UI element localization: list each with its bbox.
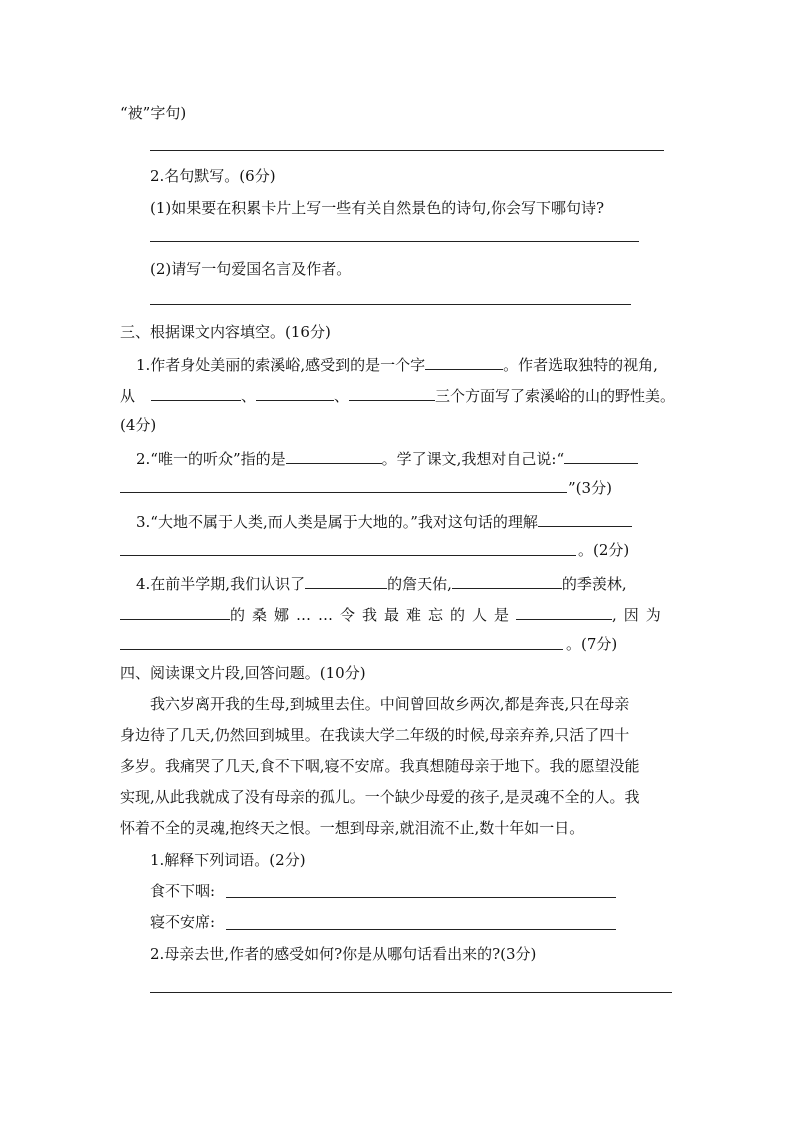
answer-line[interactable] [150,992,672,993]
section-heading: 四、阅读课文片段,回答问题。(10分) [120,664,366,682]
fill-blank-question: 2.“唯一的听众”指的是 。学了课文,我想对自己说:“ [136,447,638,469]
passage-line: 我六岁离开我的生母,到城里去住。中间曾回故乡两次,都是奔丧,只在母亲 [150,695,630,713]
fill-blank-question: 3.“大地不属于人类,而人类是属于大地的。”我对这句话的理解 [136,510,632,532]
fill-blank-question: 从 、 、 三个方面写了索溪峪的山的野性美。 [120,384,675,406]
blank[interactable] [538,510,632,527]
question-text: (2)请写一句爱国名言及作者。 [150,260,352,278]
answer-line[interactable] [150,241,639,242]
blank[interactable] [425,353,503,370]
fill-blank-question: 1.作者身处美丽的索溪峪,感受到的是一个字 。作者选取独特的视角, [136,353,658,375]
section-heading: 三、根据课文内容填空。(16分) [120,323,331,341]
answer-line[interactable] [120,649,563,650]
passage-line: 多岁。我痛哭了几天,食不下咽,寝不安席。我真想随母亲于地下。我的愿望没能 [120,757,640,775]
question-title: 2.名句默写。(6分) [150,167,276,185]
fill-blank-question: 的桑娜……令我最难忘的人是 ,因为 [120,603,668,625]
blank[interactable] [120,603,230,620]
blank[interactable] [256,384,334,401]
passage-line: 怀着不全的灵魂,抱终天之恨。一想到母亲,就泪流不止,数十年如一日。 [120,819,585,837]
answer-line[interactable] [120,555,576,556]
question-title: 2.母亲去世,作者的感受如何?你是从哪句话看出来的?(3分) [150,945,537,963]
answer-line[interactable] [226,897,616,898]
fill-blank-question: 4.在前半学期,我们认识了 的詹天佑, 的季羡林, [136,572,627,594]
term-label: 寝不安席: [150,913,216,931]
blank[interactable] [151,384,241,401]
answer-line[interactable] [226,929,616,930]
blank[interactable] [305,572,387,589]
continued-question-fragment: “被”字句) [120,104,187,122]
score-note: 。(7分) [566,635,618,653]
score-note: (4分) [120,416,157,434]
blank[interactable] [452,572,562,589]
term-label: 食不下咽: [150,882,216,900]
passage-line: 实现,从此我就成了没有母亲的孤儿。一个缺少母爱的孩子,是灵魂不全的人。我 [120,788,640,806]
answer-line[interactable] [150,150,664,151]
blank[interactable] [286,447,382,464]
question-title: 1.解释下列词语。(2分) [150,851,306,869]
question-text: (1)如果要在积累卡片上写一些有关自然景色的诗句,你会写下哪句诗? [150,199,605,217]
answer-line[interactable] [150,304,631,305]
score-note: ”(3分) [568,479,612,497]
blank[interactable] [564,447,638,464]
blank[interactable] [516,603,612,620]
answer-line[interactable] [120,492,567,493]
passage-line: 身边待了几天,仍然回到城里。在我读大学二年级的时候,母亲弃养,只活了四十 [120,726,630,744]
blank[interactable] [349,384,435,401]
score-note: 。(2分) [578,541,630,559]
